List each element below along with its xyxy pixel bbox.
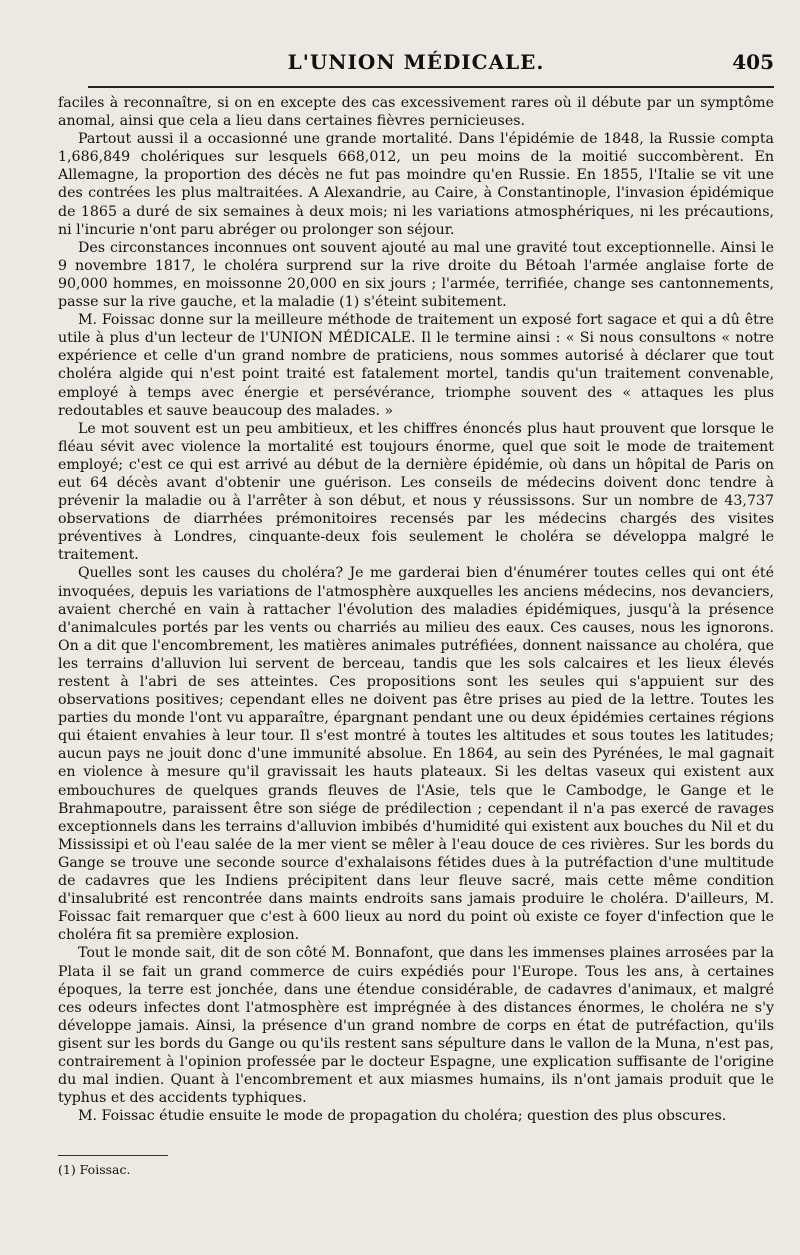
- page-header: [58, 50, 774, 80]
- paragraph: Quelles sont les causes du choléra? Je me garderai bien d'énumérer toutes celles qui ont été invoquées, depuis les variations de l'atmosphère auxquelles les anciens médecins, nos devanciers, avaient cherché en vain à rattacher l'évolution des maladies épidémiques, jusqu'à la présence d'animalcules portés par les vents ou charriés au milieu des eaux. Ces causes, nous les ignorons. On a dit que l'encombrement, les matières animales putréfiées, donnent naissance au choléra, que les terrains d'alluvion lui servent de berceau, tandis que les sols calcaires et les lieux élevés restent à l'abri de ses atteintes. Ces propositions sont les seules qui s'appuient sur des observations positives; cependant elles ne doivent pas être prises au pied de la lettre. Toutes les parties du monde l'ont vu apparaître, épargnant pendant une ou deux épidémies certaines régions qui étaient envahies à leur tour. Il s'est montré à toutes les altitudes et sous toutes les latitudes; aucun pays ne jouit donc d'une immunité absolue. En 1864, au sein des Pyrénées, le mal gagnait en violence à mesure qu'il gravissait les hauts plateaux. Si les deltas vaseux qui existent aux embouchures de quelques grands fleuves de l'Asie, tels que le Cambodge, le Gange et le Brahmapoutre, paraissent être son siége de prédilection ; cependant il n'a pas exercé de ravages exceptionnels dans les terrains d'alluvion imbibés d'humidité qui existent aux bouches du Nil et du Mississipi et où l'eau salée de la mer vient se mêler à l'eau douce de ces rivières. Sur les bords du Gange se trouve une seconde source d'exhalaisons fétides dues à la putréfaction d'une multitude de cadavres que les Indiens précipitent dans leur fleuve sacré, mais cette même condition d'insalubrité est rencontrée dans maints endroits sans jamais produire le choléra. D'ailleurs, M. Foissac fait remarquer que c'est à 600 lieux au nord du point où existe ce foyer d'infection que le choléra fit sa première explosion.: [58, 565, 774, 944]
- footnote: (1) Foissac.: [58, 1162, 131, 1178]
- paragraph: Tout le monde sait, dit de son côté M. Bonnafont, que dans les immenses plaines arrosées par la Plata il se fait un grand commerce de cuirs expédiés pour l'Europe. Tous les ans, à certaines époques, la terre est jonchée, dans une étendue considérable, de cadavres d'animaux, et malgré ces odeurs infectes dont l'atmosphère est imprégnée à des distances énormes, le choléra ne s'y développe jamais. Ainsi, la présence d'un grand nombre de corps en état de putréfaction, qu'ils gisent sur les bords du Gange ou qu'ils restent sans sépulture dans le vallon de la Muna, n'est pas, contrairement à l'opinion professée par le docteur Espagne, une explication suffisante de l'origine du mal indien. Quant à l'encombrement et aux miasmes humains, ils n'ont jamais produit que le typhus et des accidents typhiques.: [58, 945, 774, 1107]
- footnote-rule: [58, 1155, 168, 1156]
- paragraph: Le mot souvent est un peu ambitieux, et les chiffres énoncés plus haut prouvent que lorsque le fléau sévit avec violence la mortalité est toujours énorme, quel que soit le mode de traitement employé; c'est ce qui est arrivé au début de la dernière épidémie, où dans un hôpital de Paris on eut 64 décès avant d'obtenir une guérison. Les conseils de médecins doivent donc tendre à prévenir la maladie ou à l'arrêter à son début, et nous y réussissons. Sur un nombre de 43,737 observations de diarrhées prémonitoires recensés par les médecins chargés des visites préventives à Londres, cinquante-deux fois seulement le choléra se développa malgré le traitement.: [58, 420, 774, 564]
- paragraph: Des circonstances inconnues ont souvent ajouté au mal une gravité tout exceptionnelle. Ainsi le 9 novembre 1817, le choléra surprend sur la rive droite du Bétoah l'armée anglaise forte de 90,000 hommes, en moissonne 20,000 en six jours ; l'armée, terrifiée, change ses cantonnements, passe sur la rive gauche, et la maladie (1) s'éteint subitement.: [58, 239, 774, 311]
- paragraph: M. Foissac donne sur la meilleure méthode de traitement un exposé fort sagace et qui a dû être utile à plus d'un lecteur de l'UNION MÉDICALE. Il le termine ainsi : « Si nous consultons « notre expérience et celle d'un grand nombre de praticiens, nous sommes autorisé à déclarer que tout choléra algide qui n'est point traité est fatalement mortel, tandis qu'un traitement convenable, employé à temps avec énergie et persévérance, triomphe souvent des « attaques les plus redoutables et sauve beaucoup des malades. »: [58, 312, 774, 419]
- paragraph: M. Foissac étudie ensuite le mode de propagation du choléra; question des plus obscures.: [78, 1108, 727, 1125]
- header-rule: [88, 86, 774, 88]
- article-body: [58, 94, 774, 1125]
- paragraph: faciles à reconnaître, si on en excepte des cas excessivement rares où il débute par un symptôme anomal, ainsi que cela a lieu dans certaines fièvres pernicieuses.: [58, 95, 774, 130]
- page-number: 405: [732, 50, 774, 74]
- paragraph: Partout aussi il a occasionné une grande mortalité. Dans l'épidémie de 1848, la Russie compta 1,686,849 cholériques sur lesquels 668,012, un peu moins de la moitié succombèrent. En Allemagne, la proportion des décès ne fut pas moindre qu'en Russie. En 1855, l'Italie se vit une des contrées les plus maltraitées. A Alexandrie, au Caire, à Constantinople, l'invasion épidémique de 1865 a duré de six semaines à deux mois; ni les variations atmosphériques, ni les précautions, ni l'incurie n'ont paru abréger ou prolonger son séjour.: [58, 131, 774, 238]
- running-title: L'UNION MÉDICALE.: [287, 50, 545, 74]
